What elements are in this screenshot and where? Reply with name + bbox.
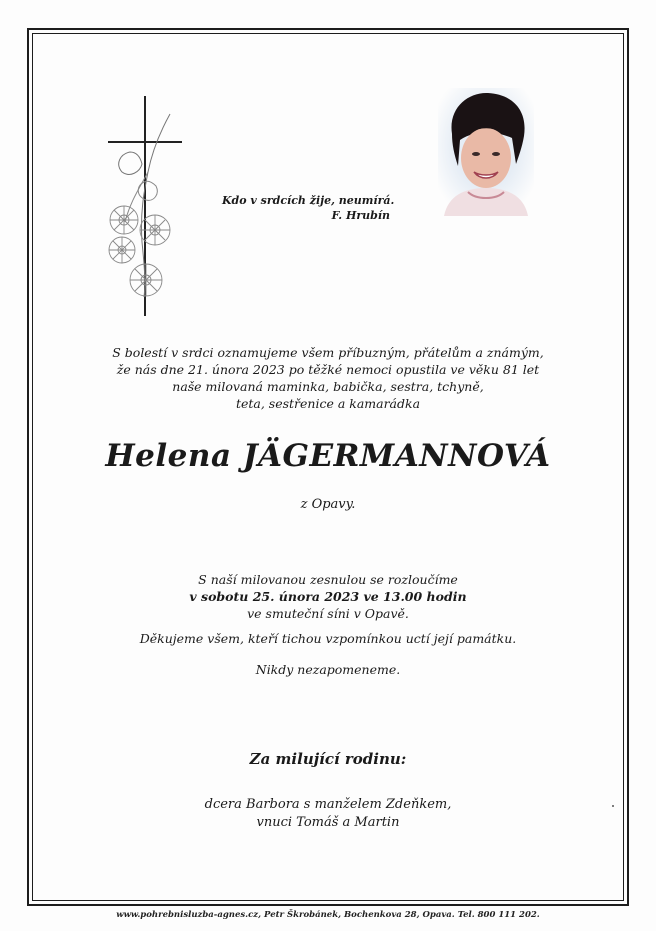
deceased-name: Helena JÄGERMANNOVÁ [105, 438, 551, 474]
speck [612, 805, 614, 807]
never-forget-text: Nikdy nezapomeneme. [255, 662, 401, 677]
announcement-line: naše milovaná maminka, babička, sestra, tchyně, [172, 379, 484, 394]
cross-with-flowers-icon [100, 92, 190, 322]
announcement-line: teta, sestřenice a kamarádka [235, 396, 421, 411]
farewell-place: ve smuteční síni v Opavě. [247, 606, 409, 621]
quote-text: Kdo v srdcích žije, neumírá. [222, 194, 395, 207]
family-heading: Za milující rodinu: [249, 750, 407, 768]
quote [200, 193, 400, 223]
farewell-line: S naší milovanou zesnulou se rozloučíme [198, 572, 458, 587]
family-member: dcera Barbora s manželem Zdeňkem, [204, 797, 452, 812]
deceased-origin: z Opavy. [300, 497, 356, 512]
thanks-text: Děkujeme všem, kteří tichou vzpomínkou uctí její památku. [139, 631, 517, 646]
family-members [32, 796, 624, 832]
farewell-info [32, 571, 624, 622]
announcement [32, 344, 624, 412]
portrait-photo [438, 88, 534, 216]
farewell-date: v sobotu 25. února 2023 ve 13.00 hodin [189, 589, 467, 604]
quote-author: F. Hrubín [331, 209, 390, 222]
announcement-line: že nás dne 21. února 2023 po těžké nemoci opustila ve věku 81 let [116, 362, 540, 377]
announcement-line: S bolestí v srdci oznamujeme všem příbuzným, přátelům a známým, [112, 345, 544, 360]
family-member: vnuci Tomáš a Martin [256, 815, 400, 830]
footer: www.pohrebnisluzba-agnes.cz, Petr Škrobánek, Bochenkova 28, Opava. Tel. 800 111 202. [116, 910, 540, 920]
